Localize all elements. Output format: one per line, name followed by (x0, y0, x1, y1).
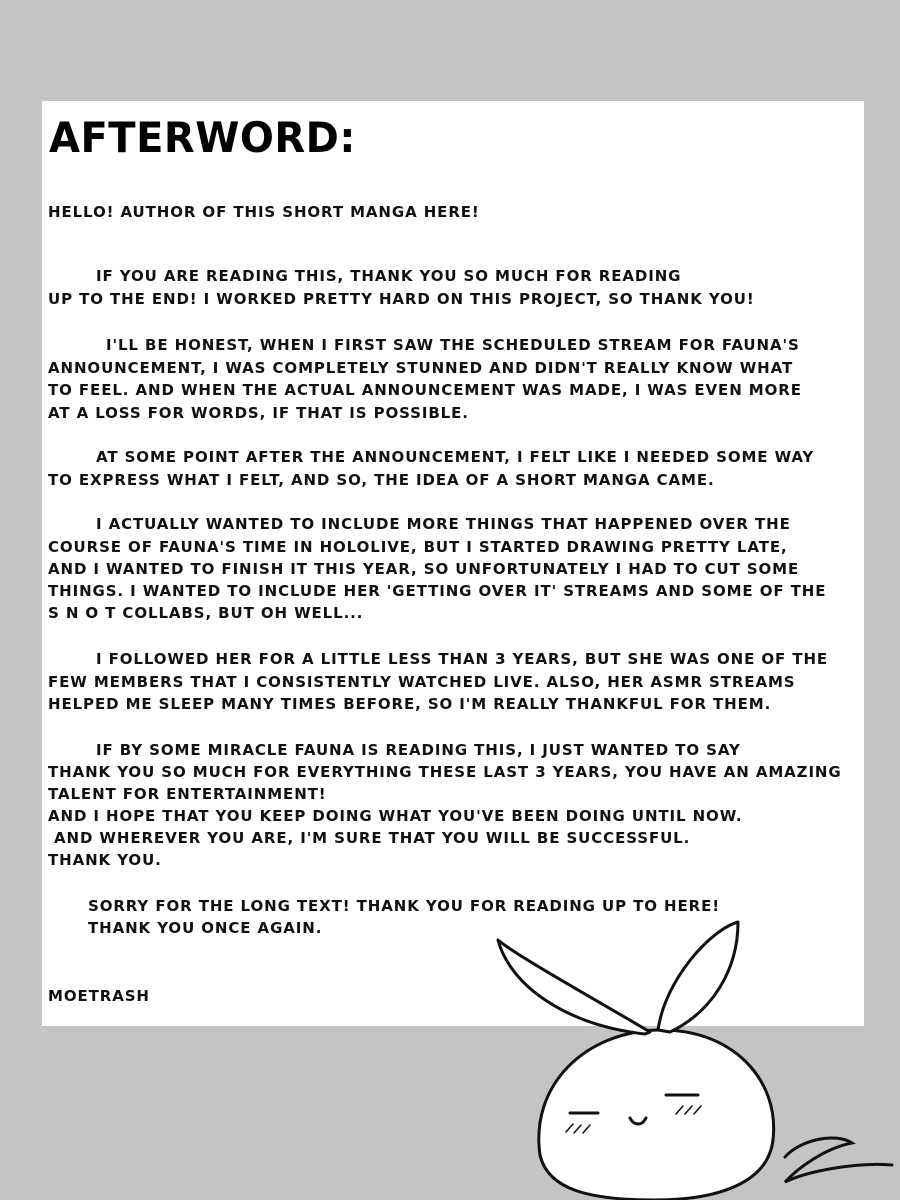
text-line: FEW MEMBERS THAT I CONSISTENTLY WATCHED LIVE. ALSO, HER ASMR STREAMS (48, 673, 796, 691)
text-line: IF YOU ARE READING THIS, THANK YOU SO MUCH FOR READING (96, 267, 682, 285)
text-line: THANK YOU ONCE AGAIN. (88, 919, 323, 937)
text-line: SORRY FOR THE LONG TEXT! THANK YOU FOR READING UP TO HERE! (88, 897, 720, 915)
text-line: TO EXPRESS WHAT I FELT, AND SO, THE IDEA OF A SHORT MANGA CAME. (48, 471, 715, 489)
text-line: THANK YOU SO MUCH FOR EVERYTHING THESE LAST 3 YEARS, YOU HAVE AN AMAZING (48, 763, 842, 781)
text-line: THANK YOU. (48, 851, 162, 869)
text-line: TALENT FOR ENTERTAINMENT! (48, 785, 327, 803)
text-line: AND I WANTED TO FINISH IT THIS YEAR, SO UNFORTUNATELY I HAD TO CUT SOME (48, 560, 800, 578)
text-line: UP TO THE END! I WORKED PRETTY HARD ON THIS PROJECT, SO THANK YOU! (48, 290, 755, 308)
signature: MOETRASH (48, 987, 150, 1005)
text-line: TO FEEL. AND WHEN THE ACTUAL ANNOUNCEMENT WAS MADE, I WAS EVEN MORE (48, 381, 802, 399)
sapling-mascot-icon (480, 900, 900, 1200)
text-line: I ACTUALLY WANTED TO INCLUDE MORE THINGS THAT HAPPENED OVER THE (96, 515, 791, 533)
text-line: ANNOUNCEMENT, I WAS COMPLETELY STUNNED AND DIDN'T REALLY KNOW WHAT (48, 359, 794, 377)
text-line: IF BY SOME MIRACLE FAUNA IS READING THIS, I JUST WANTED TO SAY (96, 741, 741, 759)
text-line: AND I HOPE THAT YOU KEEP DOING WHAT YOU'VE BEEN DOING UNTIL NOW. (48, 807, 743, 825)
text-line: THINGS. I WANTED TO INCLUDE HER 'GETTING OVER IT' STREAMS AND SOME OF THE (48, 582, 827, 600)
text-line: S N O T COLLABS, BUT OH WELL... (48, 604, 364, 622)
page-title: AFTERWORD: (49, 114, 356, 163)
text-line: HELPED ME SLEEP MANY TIMES BEFORE, SO I'M REALLY THANKFUL FOR THEM. (48, 695, 772, 713)
text-line: AT A LOSS FOR WORDS, IF THAT IS POSSIBLE. (48, 404, 469, 422)
text-line: I FOLLOWED HER FOR A LITTLE LESS THAN 3 YEARS, BUT SHE WAS ONE OF THE (96, 650, 829, 668)
text-line: COURSE OF FAUNA'S TIME IN HOLOLIVE, BUT I STARTED DRAWING PRETTY LATE, (48, 538, 788, 556)
text-line: I'LL BE HONEST, WHEN I FIRST SAW THE SCHEDULED STREAM FOR FAUNA'S (106, 336, 800, 354)
text-line: AT SOME POINT AFTER THE ANNOUNCEMENT, I FELT LIKE I NEEDED SOME WAY (96, 448, 815, 466)
greeting-line: HELLO! AUTHOR OF THIS SHORT MANGA HERE! (48, 203, 480, 221)
text-line: AND WHEREVER YOU ARE, I'M SURE THAT YOU WILL BE SUCCESSFUL. (54, 829, 691, 847)
